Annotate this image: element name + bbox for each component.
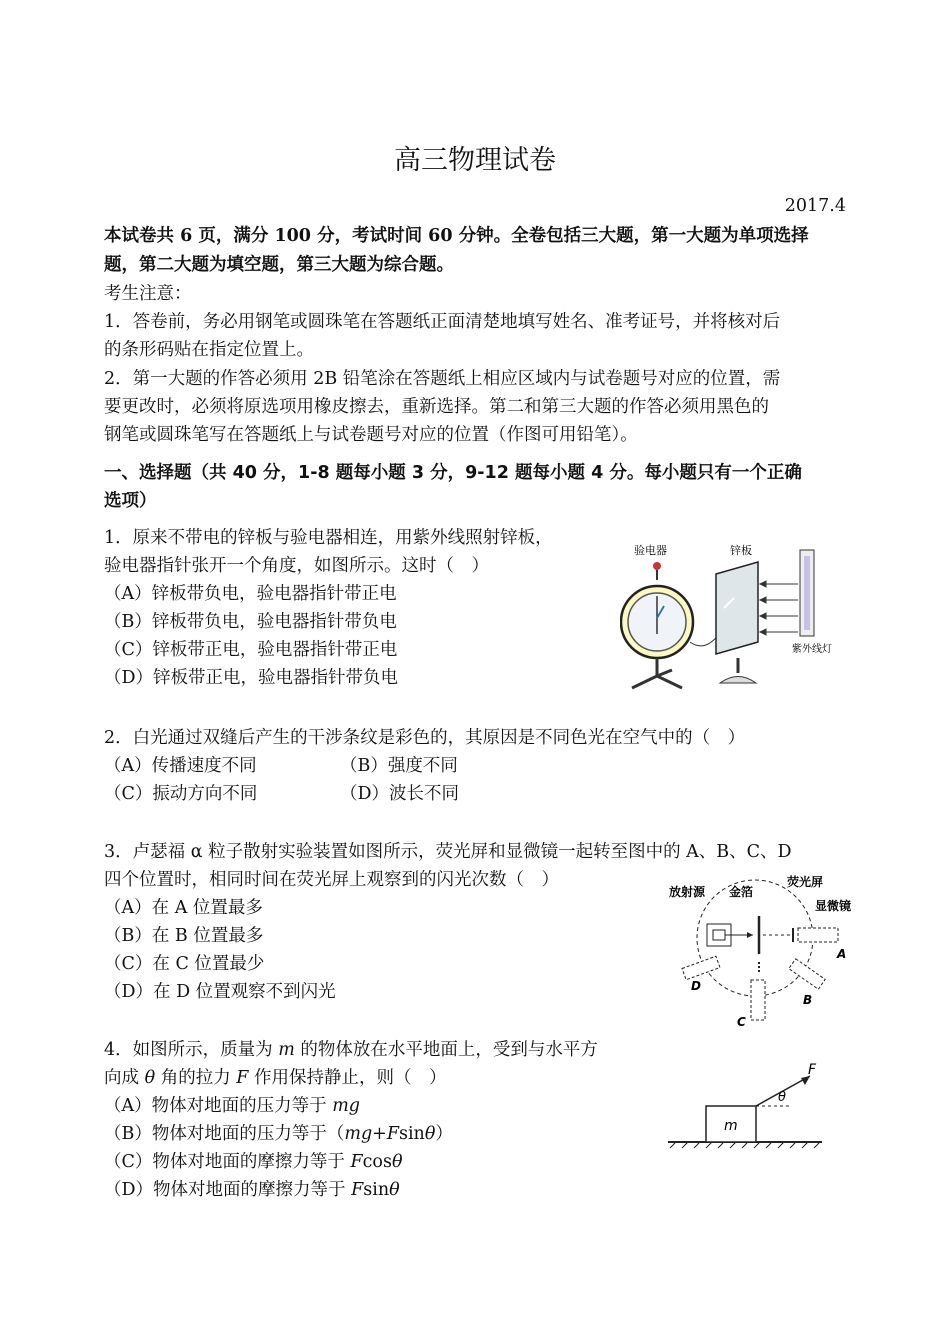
notice-heading: 考生注意： <box>104 284 192 304</box>
q4-option-c: （C）物体对地面的摩擦力等于 Fcosθ <box>104 1152 403 1172</box>
q3-stem-cont: 四个位置时，相同时间在荧光屏上观察到的闪光次数（ ） <box>104 870 559 890</box>
q4-stem-cont: 向成 θ 角的拉力 F 作用保持静止，则（ ） <box>104 1068 447 1088</box>
q3-fig-foil: 金箔 <box>729 885 754 899</box>
q3-option-b: （B）在 B 位置最多 <box>104 926 264 946</box>
q2-option-a: （A）传播速度不同 <box>104 756 257 776</box>
q4-option-a: （A）物体对地面的压力等于 mg <box>104 1096 360 1116</box>
notice-item-2-cont2: 钢笔或圆珠笔写在答题纸上与试卷题号对应的位置（作图可用铅笔）。 <box>104 425 638 445</box>
q1-option-a: （A）锌板带负电，验电器指针带正电 <box>104 584 397 604</box>
q2-option-c: （C）振动方向不同 <box>104 784 258 804</box>
q3-option-a: （A）在 A 位置最多 <box>104 898 263 918</box>
q3-stem: 3．卢瑟福 α 粒子散射实验装置如图所示，荧光屏和显微镜一起转至图中的 A、B、C、D <box>104 842 792 862</box>
q3-fig-c: C <box>737 1015 746 1029</box>
q1-option-b: （B）锌板带负电，验电器指针带负电 <box>104 612 397 632</box>
q3-option-d: （D）在 D 位置观察不到闪光 <box>104 982 336 1002</box>
q2-stem: 2．白光通过双缝后产生的干涉条纹是彩色的，其原因是不同色光在空气中的（ ） <box>104 728 746 748</box>
q4-fig-theta: θ <box>778 1090 786 1105</box>
q3-fig-source: 放射源 <box>669 885 706 899</box>
notice-item-1: 1．答卷前，务必用钢笔或圆珠笔在答题纸正面清楚地填写姓名、准考证号，并将核对后 <box>104 312 781 332</box>
q3-fig-a: A <box>837 947 847 961</box>
q1-fig-label-uv: 紫外线灯 <box>792 644 832 655</box>
q1-stem-cont: 验电器指针张开一个角度，如图所示。这时（ ） <box>104 556 489 576</box>
q1-stem: 1．原来不带电的锌板与验电器相连，用紫外线照射锌板， <box>104 528 553 548</box>
notice-item-2: 2．第一大题的作答必须用 2B 铅笔涂在答题纸上相应区域内与试卷题号对应的位置，需 <box>104 369 781 389</box>
q1-fig-label-electroscope: 验电器 <box>634 544 667 557</box>
q2-option-d: （D）波长不同 <box>340 784 460 804</box>
q4-figure <box>660 1058 830 1158</box>
notice-item-2-cont: 要更改时，必须将原选项用橡皮擦去，重新选择。第二和第三大题的作答必须用黑色的 <box>104 397 769 417</box>
q3-fig-microscope: 显微镜 <box>815 899 852 913</box>
q4-option-b: （B）物体对地面的压力等于（mg+Fsinθ） <box>104 1124 453 1144</box>
q4-fig-force: F <box>808 1062 817 1078</box>
q4-fig-mass: m <box>724 1118 738 1134</box>
notice-item-1-cont: 的条形码贴在指定位置上。 <box>104 340 314 360</box>
q4-option-d: （D）物体对地面的摩擦力等于 Fsinθ <box>104 1180 400 1200</box>
q3-fig-d: D <box>691 979 701 993</box>
q2-option-b: （B）强度不同 <box>340 756 458 776</box>
intro-line-1: 本试卷共 6 页，满分 100 分，考试时间 60 分钟。全卷包括三大题，第一大题为单项选择 <box>104 226 809 246</box>
q1-figure <box>620 538 840 690</box>
page-title: 高三物理试卷 <box>394 145 556 176</box>
intro-line-2: 题，第二大题为填空题，第三大题为综合题。 <box>104 255 454 275</box>
q3-figure <box>665 872 865 1032</box>
q3-fig-b: B <box>803 993 813 1007</box>
q4-stem: 4．如图所示，质量为 m 的物体放在水平地面上，受到与水平方 <box>104 1040 598 1060</box>
q1-fig-label-zinc: 锌板 <box>730 544 752 557</box>
section-heading-cont: 选项） <box>104 491 157 511</box>
section-heading: 一、选择题（共 40 分，1-8 题每小题 3 分，9-12 题每小题 4 分。每小题只有一个正确 <box>104 463 802 483</box>
q3-option-c: （C）在 C 位置最少 <box>104 954 265 974</box>
exam-date: 2017.4 <box>784 196 846 216</box>
q1-option-d: （D）锌板带正电，验电器指针带负电 <box>104 668 399 688</box>
q1-option-c: （C）锌板带正电，验电器指针带正电 <box>104 640 398 660</box>
q3-fig-screen: 荧光屏 <box>787 875 824 889</box>
